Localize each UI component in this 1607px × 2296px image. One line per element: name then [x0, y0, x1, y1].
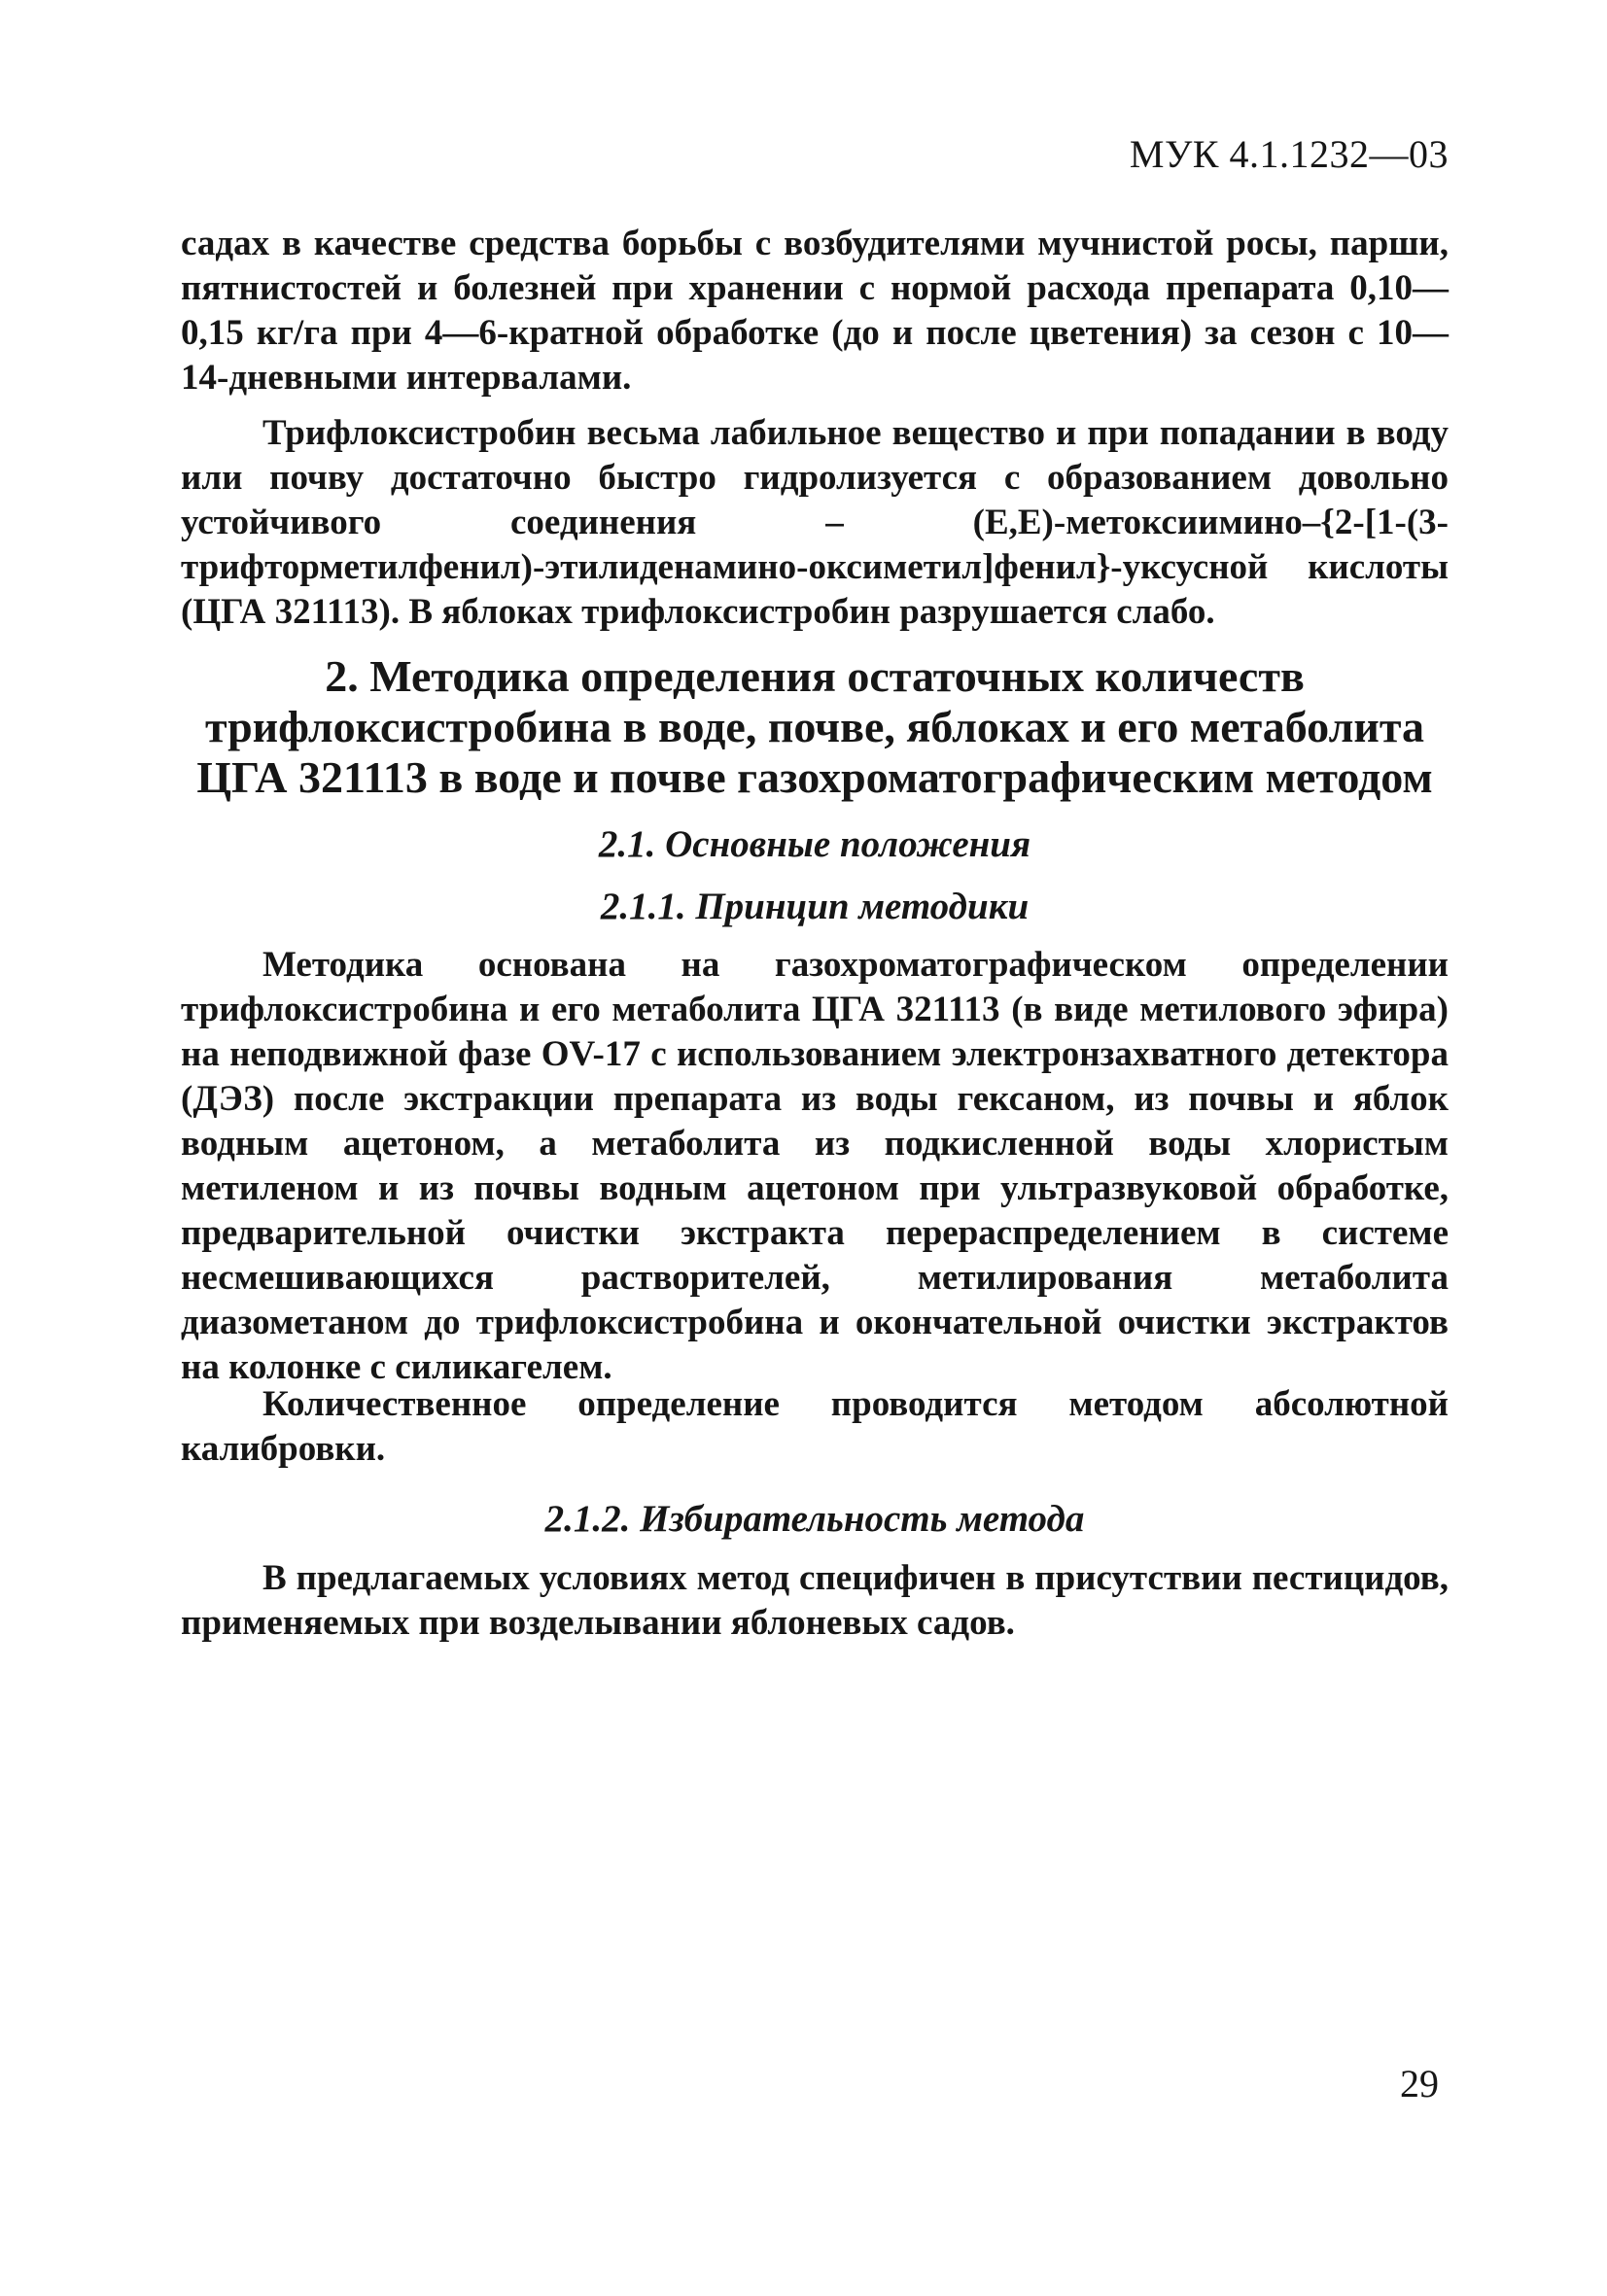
paragraph-continuation: садах в качестве средства борьбы с возбудителями мучнистой росы, парши, пятнистостей и болезней при хранении с нормой расхода препарата 0,10—0,15 кг/га при 4—6-кратной обработке (до и после цветения) за сезон с 10—14-дневными интервалами. [181, 224, 1449, 398]
paragraph-quantification: Количественное определение проводится методом абсолютной калибровки. [181, 1384, 1449, 1469]
paragraph-selectivity: В предлагаемых условиях метод специфичен в присутствии пестицидов, применяемых при возделывании яблоневых садов. [181, 1558, 1449, 1643]
paragraph-method-principle: Методика основана на газохроматографическом определении трифлоксистробина и его метаболита ЦГА 321113 (в виде метилового эфира) на неподвижной фазе OV-17 с использованием электронзахватного детектора (ДЭЗ) после экстракции препарата из воды гексаном, из почвы и яблок водным ацетоном, а метаболита из подкисленной воды хлористым метиленом и из почвы водным ацетоном при ультразвуковой обработке, предварительной очистки экстракта перераспределением в системе несмешивающихся растворителей, метилирования метаболита диазометаном до трифлоксистробина и окончательной очистки экстрактов на колонке с силикагелем. [181, 945, 1449, 1387]
subheading-basic-provisions: 2.1. Основные положения [598, 823, 1031, 865]
document-code: МУК 4.1.1232—03 [1129, 132, 1449, 176]
paragraph-trifloxystrobin-properties: Трифлоксистробин весьма лабильное вещество и при попадании в воду или почву достаточно быстро гидролизуется с образованием довольно устойчивого соединения – (Е,Е)-метоксиимино–{2-[1-(3-трифторметилфенил)-этилиденамино-оксиметил]фенил}-уксусной кислоты (ЦГА 321113). В яблоках трифлоксистробин разрушается слабо. [181, 413, 1449, 632]
subheading-selectivity: 2.1.2. Избирательность метода [544, 1498, 1085, 1540]
page-number: 29 [1400, 2062, 1439, 2105]
subheading-method-principle: 2.1.1. Принцип методики [600, 886, 1030, 927]
section-heading: 2. Методика определения остаточных количеств трифлоксистробина в воде, почве, яблоках и его метаболита ЦГА 321113 в воде и почве газохроматографическим методом [196, 651, 1433, 802]
